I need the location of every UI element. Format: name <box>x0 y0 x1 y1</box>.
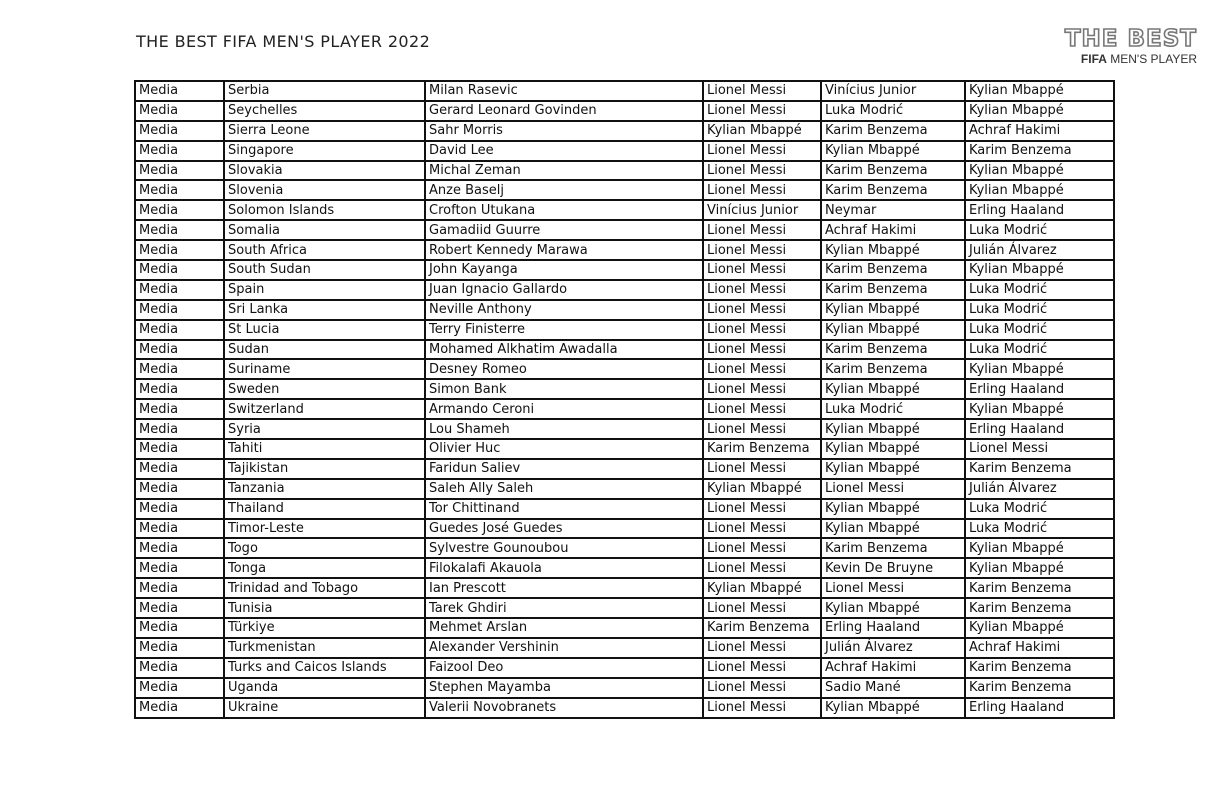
second-place-cell: Neymar <box>821 200 965 220</box>
voter-name-cell: Sylvestre Gounoubou <box>425 538 703 558</box>
voter-category-cell: Media <box>135 260 224 280</box>
table-row <box>135 101 1114 121</box>
country-cell: Trinidad and Tobago <box>224 578 425 598</box>
table-row <box>135 678 1114 698</box>
table-row <box>135 260 1114 280</box>
voter-category-cell: Media <box>135 101 224 121</box>
voter-category-cell: Media <box>135 340 224 360</box>
second-place-cell: Julián Álvarez <box>821 638 965 658</box>
first-place-cell: Lionel Messi <box>703 101 821 121</box>
third-place-cell: Kylian Mbappé <box>965 399 1114 419</box>
third-place-cell: Julián Álvarez <box>965 240 1114 260</box>
logo-subtitle <box>1057 52 1197 66</box>
third-place-cell: Achraf Hakimi <box>965 121 1114 141</box>
voter-name-cell: Neville Anthony <box>425 300 703 320</box>
second-place-cell: Kylian Mbappé <box>821 419 965 439</box>
country-cell: Tonga <box>224 558 425 578</box>
first-place-cell: Lionel Messi <box>703 81 821 101</box>
first-place-cell: Lionel Messi <box>703 320 821 340</box>
second-place-cell: Kylian Mbappé <box>821 598 965 618</box>
country-cell: Tunisia <box>224 598 425 618</box>
voter-category-cell: Media <box>135 638 224 658</box>
voter-category-cell: Media <box>135 399 224 419</box>
voter-category-cell: Media <box>135 121 224 141</box>
country-cell: Türkiye <box>224 618 425 638</box>
table-row <box>135 499 1114 519</box>
voter-name-cell: Alexander Vershinin <box>425 638 703 658</box>
voter-name-cell: Faridun Saliev <box>425 459 703 479</box>
country-cell: Turkmenistan <box>224 638 425 658</box>
country-cell: Slovakia <box>224 161 425 181</box>
first-place-cell: Lionel Messi <box>703 240 821 260</box>
third-place-cell: Karim Benzema <box>965 658 1114 678</box>
voter-category-cell: Media <box>135 499 224 519</box>
third-place-cell: Kylian Mbappé <box>965 260 1114 280</box>
voter-category-cell: Media <box>135 578 224 598</box>
country-cell: South Africa <box>224 240 425 260</box>
first-place-cell: Lionel Messi <box>703 558 821 578</box>
table-row <box>135 658 1114 678</box>
voter-category-cell: Media <box>135 439 224 459</box>
country-cell: Tanzania <box>224 479 425 499</box>
table-row <box>135 240 1114 260</box>
first-place-cell: Lionel Messi <box>703 340 821 360</box>
voter-category-cell: Media <box>135 618 224 638</box>
second-place-cell: Sadio Mané <box>821 678 965 698</box>
table-row <box>135 359 1114 379</box>
voter-category-cell: Media <box>135 300 224 320</box>
second-place-cell: Kylian Mbappé <box>821 519 965 539</box>
first-place-cell: Lionel Messi <box>703 141 821 161</box>
first-place-cell: Lionel Messi <box>703 399 821 419</box>
second-place-cell: Luka Modrić <box>821 399 965 419</box>
voter-name-cell: David Lee <box>425 141 703 161</box>
first-place-cell: Lionel Messi <box>703 280 821 300</box>
table-row <box>135 479 1114 499</box>
table-row <box>135 399 1114 419</box>
country-cell: Seychelles <box>224 101 425 121</box>
first-place-cell: Lionel Messi <box>703 220 821 240</box>
first-place-cell: Lionel Messi <box>703 419 821 439</box>
first-place-cell: Lionel Messi <box>703 260 821 280</box>
voter-category-cell: Media <box>135 678 224 698</box>
country-cell: Sweden <box>224 379 425 399</box>
voter-category-cell: Media <box>135 161 224 181</box>
country-cell: Uganda <box>224 678 425 698</box>
third-place-cell: Achraf Hakimi <box>965 638 1114 658</box>
table-row <box>135 598 1114 618</box>
voter-name-cell: Guedes José Guedes <box>425 519 703 539</box>
logo-subtitle-rest: MEN'S PLAYER <box>1106 52 1197 66</box>
third-place-cell: Kylian Mbappé <box>965 538 1114 558</box>
table-row <box>135 121 1114 141</box>
third-place-cell: Kylian Mbappé <box>965 558 1114 578</box>
table-row <box>135 161 1114 181</box>
second-place-cell: Achraf Hakimi <box>821 658 965 678</box>
country-cell: Singapore <box>224 141 425 161</box>
voter-category-cell: Media <box>135 180 224 200</box>
second-place-cell: Kylian Mbappé <box>821 300 965 320</box>
table-row <box>135 81 1114 101</box>
voter-name-cell: Milan Rasevic <box>425 81 703 101</box>
country-cell: Solomon Islands <box>224 200 425 220</box>
third-place-cell: Luka Modrić <box>965 220 1114 240</box>
first-place-cell: Lionel Messi <box>703 379 821 399</box>
voter-name-cell: Armando Ceroni <box>425 399 703 419</box>
first-place-cell: Lionel Messi <box>703 598 821 618</box>
voter-category-cell: Media <box>135 220 224 240</box>
first-place-cell: Lionel Messi <box>703 459 821 479</box>
voter-name-cell: Desney Romeo <box>425 359 703 379</box>
voter-name-cell: John Kayanga <box>425 260 703 280</box>
table-row <box>135 578 1114 598</box>
third-place-cell: Karim Benzema <box>965 459 1114 479</box>
voter-category-cell: Media <box>135 598 224 618</box>
second-place-cell: Kylian Mbappé <box>821 459 965 479</box>
page-title: THE BEST FIFA MEN'S PLAYER 2022 <box>136 32 431 51</box>
voter-category-cell: Media <box>135 320 224 340</box>
second-place-cell: Achraf Hakimi <box>821 220 965 240</box>
first-place-cell: Vinícius Junior <box>703 200 821 220</box>
voter-category-cell: Media <box>135 200 224 220</box>
voter-name-cell: Terry Finisterre <box>425 320 703 340</box>
second-place-cell: Karim Benzema <box>821 260 965 280</box>
voter-category-cell: Media <box>135 519 224 539</box>
second-place-cell: Vinícius Junior <box>821 81 965 101</box>
country-cell: Syria <box>224 419 425 439</box>
table-row <box>135 538 1114 558</box>
second-place-cell: Kylian Mbappé <box>821 320 965 340</box>
table-row <box>135 141 1114 161</box>
third-place-cell: Karim Benzema <box>965 578 1114 598</box>
country-cell: Thailand <box>224 499 425 519</box>
first-place-cell: Lionel Messi <box>703 638 821 658</box>
voter-name-cell: Tor Chittinand <box>425 499 703 519</box>
country-cell: Slovenia <box>224 180 425 200</box>
third-place-cell: Kylian Mbappé <box>965 180 1114 200</box>
voter-name-cell: Mehmet Arslan <box>425 618 703 638</box>
table-row <box>135 439 1114 459</box>
the-best-logo <box>1057 28 1197 66</box>
first-place-cell: Lionel Messi <box>703 161 821 181</box>
first-place-cell: Lionel Messi <box>703 678 821 698</box>
second-place-cell: Karim Benzema <box>821 180 965 200</box>
voter-name-cell: Saleh Ally Saleh <box>425 479 703 499</box>
table-row <box>135 698 1114 718</box>
table-row <box>135 340 1114 360</box>
country-cell: Spain <box>224 280 425 300</box>
table-row <box>135 300 1114 320</box>
country-cell: Sierra Leone <box>224 121 425 141</box>
second-place-cell: Karim Benzema <box>821 359 965 379</box>
voter-name-cell: Filokalafi Akauola <box>425 558 703 578</box>
first-place-cell: Lionel Messi <box>703 698 821 718</box>
third-place-cell: Lionel Messi <box>965 439 1114 459</box>
second-place-cell: Karim Benzema <box>821 161 965 181</box>
voter-category-cell: Media <box>135 141 224 161</box>
table-row <box>135 419 1114 439</box>
voter-name-cell: Stephen Mayamba <box>425 678 703 698</box>
second-place-cell: Karim Benzema <box>821 280 965 300</box>
table-row <box>135 459 1114 479</box>
country-cell: Suriname <box>224 359 425 379</box>
third-place-cell: Erling Haaland <box>965 419 1114 439</box>
first-place-cell: Lionel Messi <box>703 180 821 200</box>
country-cell: Tajikistan <box>224 459 425 479</box>
voter-name-cell: Robert Kennedy Marawa <box>425 240 703 260</box>
voter-name-cell: Gerard Leonard Govinden <box>425 101 703 121</box>
country-cell: Serbia <box>224 81 425 101</box>
first-place-cell: Karim Benzema <box>703 439 821 459</box>
third-place-cell: Luka Modrić <box>965 300 1114 320</box>
first-place-cell: Lionel Messi <box>703 300 821 320</box>
second-place-cell: Luka Modrić <box>821 101 965 121</box>
third-place-cell: Kylian Mbappé <box>965 359 1114 379</box>
first-place-cell: Kylian Mbappé <box>703 578 821 598</box>
votes-table <box>134 80 1115 719</box>
first-place-cell: Lionel Messi <box>703 499 821 519</box>
second-place-cell: Kylian Mbappé <box>821 240 965 260</box>
third-place-cell: Luka Modrić <box>965 519 1114 539</box>
table-row <box>135 320 1114 340</box>
first-place-cell: Lionel Messi <box>703 538 821 558</box>
country-cell: Switzerland <box>224 399 425 419</box>
third-place-cell: Julián Álvarez <box>965 479 1114 499</box>
table-row <box>135 180 1114 200</box>
voter-category-cell: Media <box>135 280 224 300</box>
third-place-cell: Karim Benzema <box>965 598 1114 618</box>
table-row <box>135 280 1114 300</box>
country-cell: Timor-Leste <box>224 519 425 539</box>
third-place-cell: Kylian Mbappé <box>965 618 1114 638</box>
voter-category-cell: Media <box>135 359 224 379</box>
voter-category-cell: Media <box>135 538 224 558</box>
votes-table-body <box>135 81 1114 718</box>
third-place-cell: Karim Benzema <box>965 678 1114 698</box>
third-place-cell: Kylian Mbappé <box>965 101 1114 121</box>
country-cell: Sri Lanka <box>224 300 425 320</box>
third-place-cell: Erling Haaland <box>965 379 1114 399</box>
table-row <box>135 638 1114 658</box>
second-place-cell: Lionel Messi <box>821 578 965 598</box>
country-cell: Turks and Caicos Islands <box>224 658 425 678</box>
voter-name-cell: Faizool Deo <box>425 658 703 678</box>
first-place-cell: Lionel Messi <box>703 359 821 379</box>
first-place-cell: Karim Benzema <box>703 618 821 638</box>
table-row <box>135 379 1114 399</box>
country-cell: Tahiti <box>224 439 425 459</box>
voter-category-cell: Media <box>135 658 224 678</box>
second-place-cell: Lionel Messi <box>821 479 965 499</box>
second-place-cell: Kylian Mbappé <box>821 499 965 519</box>
voter-category-cell: Media <box>135 698 224 718</box>
country-cell: South Sudan <box>224 260 425 280</box>
third-place-cell: Luka Modrić <box>965 340 1114 360</box>
first-place-cell: Kylian Mbappé <box>703 479 821 499</box>
third-place-cell: Karim Benzema <box>965 141 1114 161</box>
voter-name-cell: Lou Shameh <box>425 419 703 439</box>
first-place-cell: Lionel Messi <box>703 658 821 678</box>
country-cell: Togo <box>224 538 425 558</box>
third-place-cell: Kylian Mbappé <box>965 161 1114 181</box>
country-cell: Ukraine <box>224 698 425 718</box>
voter-category-cell: Media <box>135 240 224 260</box>
voter-category-cell: Media <box>135 479 224 499</box>
voter-name-cell: Valerii Novobranets <box>425 698 703 718</box>
voter-name-cell: Tarek Ghdiri <box>425 598 703 618</box>
second-place-cell: Karim Benzema <box>821 340 965 360</box>
country-cell: Sudan <box>224 340 425 360</box>
voter-name-cell: Juan Ignacio Gallardo <box>425 280 703 300</box>
second-place-cell: Karim Benzema <box>821 538 965 558</box>
logo-subtitle-bold: FIFA <box>1080 52 1107 66</box>
table-row <box>135 618 1114 638</box>
table-row <box>135 558 1114 578</box>
third-place-cell: Luka Modrić <box>965 280 1114 300</box>
country-cell: Somalia <box>224 220 425 240</box>
voter-category-cell: Media <box>135 379 224 399</box>
voter-category-cell: Media <box>135 419 224 439</box>
second-place-cell: Erling Haaland <box>821 618 965 638</box>
second-place-cell: Kevin De Bruyne <box>821 558 965 578</box>
table-row <box>135 200 1114 220</box>
table-row <box>135 220 1114 240</box>
voter-name-cell: Michal Zeman <box>425 161 703 181</box>
second-place-cell: Kylian Mbappé <box>821 379 965 399</box>
third-place-cell: Luka Modrić <box>965 499 1114 519</box>
third-place-cell: Kylian Mbappé <box>965 81 1114 101</box>
table-row <box>135 519 1114 539</box>
voter-category-cell: Media <box>135 558 224 578</box>
voter-name-cell: Anze Baselj <box>425 180 703 200</box>
voter-name-cell: Simon Bank <box>425 379 703 399</box>
voter-name-cell: Olivier Huc <box>425 439 703 459</box>
third-place-cell: Luka Modrić <box>965 320 1114 340</box>
second-place-cell: Kylian Mbappé <box>821 141 965 161</box>
voter-category-cell: Media <box>135 459 224 479</box>
logo-wordmark: THE BEST <box>1064 26 1197 52</box>
voter-name-cell: Gamadiid Guurre <box>425 220 703 240</box>
third-place-cell: Erling Haaland <box>965 698 1114 718</box>
voter-name-cell: Sahr Morris <box>425 121 703 141</box>
voter-name-cell: Ian Prescott <box>425 578 703 598</box>
country-cell: St Lucia <box>224 320 425 340</box>
first-place-cell: Kylian Mbappé <box>703 121 821 141</box>
third-place-cell: Erling Haaland <box>965 200 1114 220</box>
second-place-cell: Kylian Mbappé <box>821 439 965 459</box>
second-place-cell: Kylian Mbappé <box>821 698 965 718</box>
second-place-cell: Karim Benzema <box>821 121 965 141</box>
first-place-cell: Lionel Messi <box>703 519 821 539</box>
voter-category-cell: Media <box>135 81 224 101</box>
voter-name-cell: Mohamed Alkhatim Awadalla <box>425 340 703 360</box>
voter-name-cell: Crofton Utukana <box>425 200 703 220</box>
